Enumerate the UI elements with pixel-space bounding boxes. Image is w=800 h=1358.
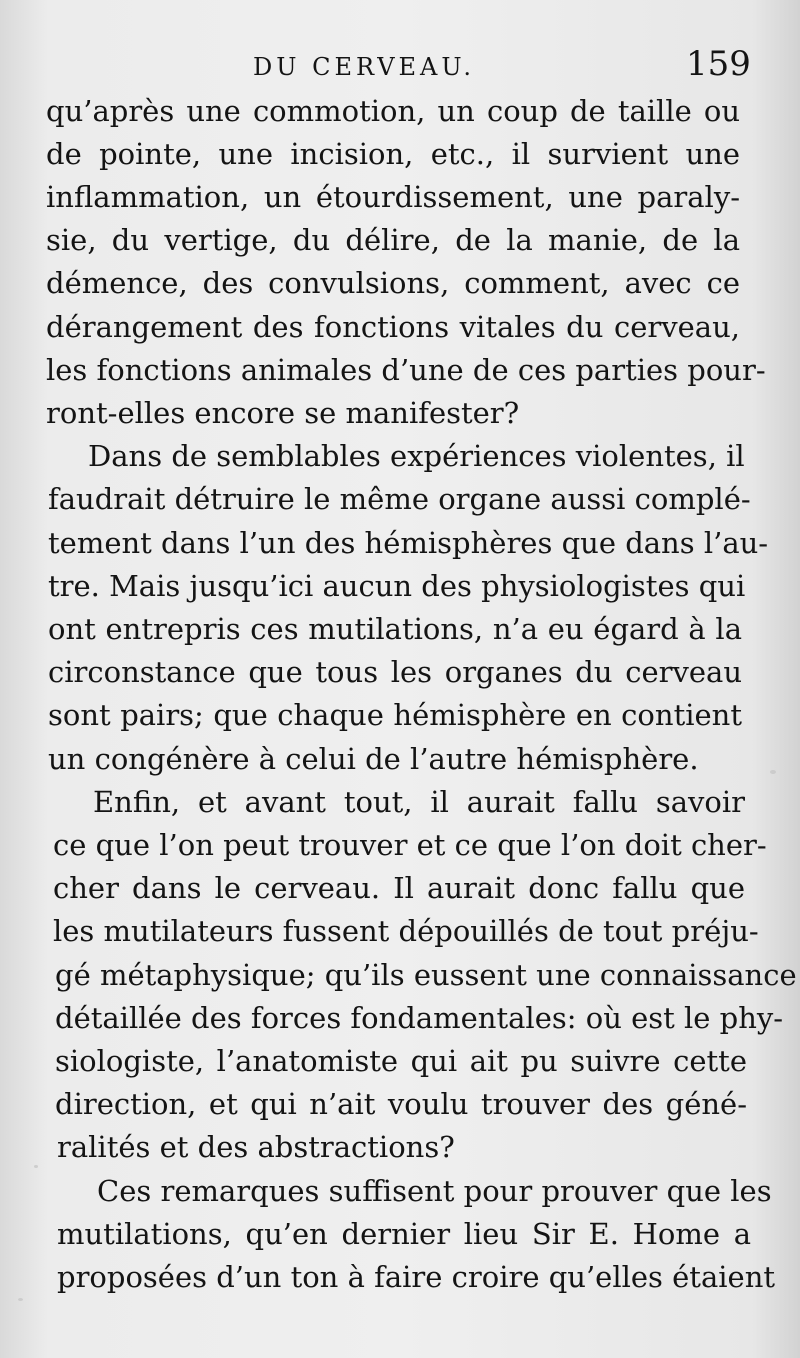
paragraph-first-line: Enfin, et avant tout, il aurait fallu savoir (93, 785, 745, 819)
text-line: tement dans l’un des hémisphères que dans l’au- (48, 526, 769, 560)
text-line: dérangement des fonctions vitales du cerveau, (46, 310, 740, 344)
text-line: ce que l’on peut trouver et ce que l’on doit cher- (53, 828, 767, 862)
text-line: direction, et qui n’ait voulu trouver des géné- (55, 1087, 747, 1121)
text-line: un congénère à celui de l’autre hémisphère. (48, 742, 699, 776)
page-header (0, 44, 800, 92)
text-line: ralités et des abstractions? (57, 1130, 455, 1164)
text-line: de pointe, une incision, etc., il survient une (46, 137, 740, 171)
paragraph-first-line: Ces remarques suffisent pour prouver que les (97, 1174, 772, 1208)
page-number: 159 (686, 44, 751, 84)
text-line: mutilations, qu’en dernier lieu Sir E. Home a (57, 1217, 751, 1251)
text-line: gé métaphysique; qu’ils eussent une connaissance (55, 958, 797, 992)
text-line: détaillée des forces fondamentales: où est le phy- (55, 1001, 784, 1035)
text-line: qu’après une commotion, un coup de taille ou (46, 94, 740, 128)
text-line: sont pairs; que chaque hémisphère en contient (48, 698, 742, 732)
paper-speck (770, 770, 776, 774)
paper-speck (34, 1165, 38, 1168)
text-line: ront-elles encore se manifester? (46, 396, 520, 430)
text-line: circonstance que tous les organes du cerveau (48, 655, 742, 689)
text-line: proposées d’un ton à faire croire qu’elles étaient (57, 1260, 776, 1294)
text-line: faudrait détruire le même organe aussi complé- (48, 482, 751, 516)
text-line: sie, du vertige, du délire, de la manie, de la (46, 223, 740, 257)
text-line: les fonctions animales d’une de ces parties pour- (46, 353, 766, 387)
text-line: ont entrepris ces mutilations, n’a eu égard à la (48, 612, 742, 646)
text-line: les mutilateurs fussent dépouillés de tout préju- (53, 914, 759, 948)
text-line: inflammation, un étourdissement, une paraly- (46, 180, 740, 214)
paper-speck (18, 1298, 23, 1301)
text-line: tre. Mais jusqu’ici aucun des physiologistes qui (48, 569, 746, 603)
text-line: démence, des convulsions, comment, avec ce (46, 266, 740, 300)
text-line: cher dans le cerveau. Il aurait donc fallu que (53, 871, 745, 905)
running-head: DU CERVEAU. (253, 53, 476, 81)
text-line: siologiste, l’anatomiste qui ait pu suivre cette (55, 1044, 747, 1078)
paragraph-first-line: Dans de semblables expériences violentes, il (88, 439, 745, 473)
